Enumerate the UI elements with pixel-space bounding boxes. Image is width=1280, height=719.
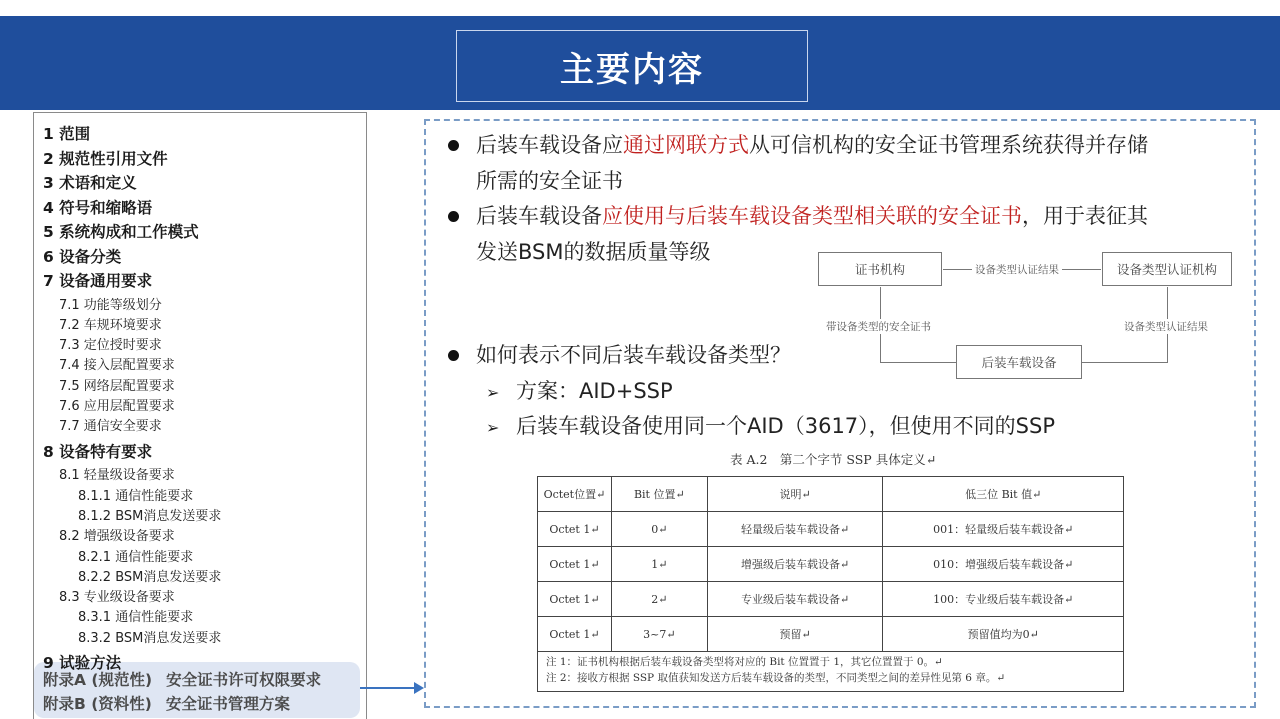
toc-item[interactable]: 4 符号和缩略语	[43, 198, 153, 217]
diagram-line-left-h	[880, 362, 956, 363]
diagram-box-auth: 设备类型认证机构	[1102, 252, 1232, 286]
table-header-row	[538, 477, 1124, 512]
bullet-icon	[448, 350, 459, 361]
appendix-label: 附录B (资料性)	[43, 695, 152, 713]
column-header: Octet位置↵	[538, 477, 612, 512]
bullet-icon	[448, 211, 459, 222]
bullet-2-line-1: 后装车载设备应使用与后装车载设备类型相关联的安全证书，用于表征其	[476, 204, 1148, 228]
toc-item[interactable]: 7.2 车规环境要求	[59, 317, 162, 333]
toc-item[interactable]: 5 系统构成和工作模式	[43, 223, 199, 241]
table-row	[538, 617, 1124, 652]
toc-appendix-a[interactable]	[43, 668, 321, 690]
table-cell: 增强级后装车载设备↵	[707, 547, 883, 582]
bullet-1-line-1: 后装车载设备应通过网联方式从可信机构的安全证书管理系统获得并存储	[476, 133, 1148, 157]
toc-item[interactable]: 7 设备通用要求	[43, 272, 153, 290]
toc-item[interactable]: 8.3 专业级设备要求	[59, 590, 175, 606]
table-cell: 100：专业级后装车载设备↵	[883, 582, 1124, 617]
toc-item[interactable]: 7.4 接入层配置要求	[59, 358, 175, 374]
toc-item[interactable]: 7.1 功能等级划分	[59, 297, 162, 313]
toc-item[interactable]: 2 规范性引用文件	[43, 149, 168, 168]
column-header: Bit 位置↵	[611, 477, 707, 512]
table-cell: Octet 1↵	[538, 512, 612, 547]
toc-item[interactable]: 8 设备特有要求	[43, 442, 153, 461]
diagram-label-top: 设备类型认证结果	[972, 262, 1062, 277]
table-cell: 预留↵	[707, 617, 883, 652]
title-box	[456, 30, 808, 102]
toc-item[interactable]: 6 设备分类	[43, 247, 122, 266]
table-cell: 专业级后装车载设备↵	[707, 582, 883, 617]
table-cell: Octet 1↵	[538, 617, 612, 652]
table-row	[538, 512, 1124, 547]
toc-item[interactable]: 7.6 应用层配置要求	[59, 399, 175, 414]
bullet-1-line-2: 所需的安全证书	[476, 169, 623, 193]
diagram-label-left: 带设备类型的安全证书	[826, 321, 931, 333]
table-cell: 预留值均为0↵	[883, 617, 1124, 652]
arrow-bullet-icon: ➢	[486, 418, 500, 437]
table-cell: Octet 1↵	[538, 547, 612, 582]
toc-appendix-b[interactable]	[43, 692, 290, 714]
diagram-box-ca: 证书机构	[818, 252, 942, 286]
table-cell: 3~7↵	[611, 617, 707, 652]
toc-item[interactable]: 9 试验方法	[43, 654, 122, 673]
table-cell: 1↵	[611, 547, 707, 582]
toc-item[interactable]: 8.3.2 BSM消息发送要求	[78, 630, 222, 646]
toc-item[interactable]: 8.1.2 BSM消息发送要求	[78, 508, 222, 524]
bullet-2-line-2: 发送BSM的数据质量等级	[476, 240, 711, 264]
toc-item[interactable]: 7.3 定位授时要求	[59, 338, 162, 354]
column-header: 低三位 Bit 值↵	[883, 477, 1124, 512]
table-cell: 轻量级后装车载设备↵	[707, 512, 883, 547]
table-cell: 010：增强级后装车载设备↵	[883, 547, 1124, 582]
ssp-table	[537, 476, 1124, 652]
toc-item[interactable]: 8.2.1 通信性能要求	[78, 549, 194, 565]
table-cell: 2↵	[611, 582, 707, 617]
table-note-1: 注 1：证书机构根据后装车载设备类型将对应的 Bit 位置置于 1，其它位置置于 0。↵	[546, 656, 943, 668]
toc-item[interactable]: 7.5 网络层配置要求	[59, 378, 175, 394]
table-caption: 表 A.2 第二个字节 SSP 具体定义↵	[730, 452, 937, 467]
toc-item[interactable]: 8.3.1 通信性能要求	[78, 610, 194, 626]
pointer-arrow-line	[360, 687, 418, 689]
toc-panel	[33, 112, 367, 719]
table-row	[538, 547, 1124, 582]
page-title: 主要内容	[560, 49, 704, 90]
arrow-bullet-icon: ➢	[486, 383, 500, 402]
appendix-title: 安全证书许可权限要求	[166, 671, 322, 689]
table-notes	[537, 648, 1124, 692]
highlight-text: 应使用与后装车载设备类型相关联的安全证书	[602, 204, 1022, 228]
toc-item[interactable]: 8.2 增强级设备要求	[59, 529, 175, 545]
table-row	[538, 582, 1124, 617]
toc-item[interactable]: 1 范围	[43, 125, 91, 143]
column-header: 说明↵	[707, 477, 883, 512]
diagram-line-right-h	[1082, 362, 1168, 363]
toc-item[interactable]: 7.7 通信安全要求	[59, 419, 162, 435]
toc-item[interactable]: 3 术语和定义	[43, 174, 137, 192]
diagram-label-right: 设备类型认证结果	[1124, 321, 1208, 333]
pointer-arrow-head	[414, 682, 424, 694]
diagram-box-device: 后装车载设备	[956, 345, 1082, 379]
highlight-text: 通过网联方式	[623, 133, 749, 157]
sub-bullet-1: 方案：AID+SSP	[516, 379, 673, 403]
appendix-label: 附录A (规范性)	[43, 671, 153, 689]
toc-item[interactable]: 8.1 轻量级设备要求	[59, 468, 175, 484]
table-note-2: 注 2：接收方根据 SSP 取值获知发送方后装车载设备的类型，不同类型之间的差异性见第 6 章。↵	[546, 672, 1006, 684]
table-cell: Octet 1↵	[538, 582, 612, 617]
table-cell: 0↵	[611, 512, 707, 547]
bullet-icon	[448, 140, 459, 151]
appendix-title: 安全证书管理方案	[165, 695, 290, 713]
table-cell: 001：轻量级后装车载设备↵	[883, 512, 1124, 547]
toc-item[interactable]: 8.2.2 BSM消息发送要求	[78, 569, 222, 585]
sub-bullet-2: 后装车载设备使用同一个AID（3617），但使用不同的SSP	[516, 414, 1055, 438]
bullet-3: 如何表示不同后装车载设备类型？	[476, 343, 791, 367]
toc-item[interactable]: 8.1.1 通信性能要求	[78, 488, 194, 504]
